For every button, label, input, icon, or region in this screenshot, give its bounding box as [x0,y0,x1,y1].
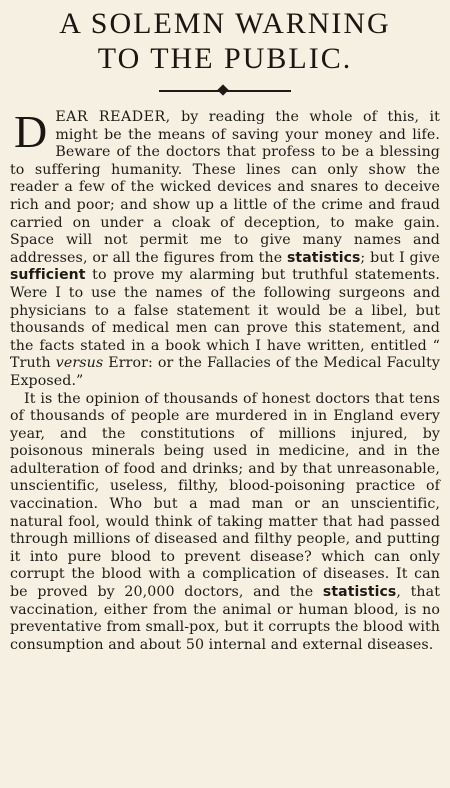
title-line-2: TO THE PUBLIC. [97,42,353,75]
paragraph-2-text-a: It is the opinion of thousands of honest doctors that tens of thousands of people are murdered in in England every year, and the constitutions of millions injured, by poisonous minerals being used in medicine, and in the adulteration of food and drinks; and by that unreasonable, unscientific, useless, filthy, blood-poisoning practice of vaccination. Who but a mad man or an unscientific, natural fool, would think of taking matter that had passed through millions of diseased and filthy people, and putting it into pure blood to prevent disease? which can only corrupt the blood with a complication of diseases. It can be proved by 20,000 doctors, and the [10,390,440,601]
title-line-1: A SOLEMN WARNING [59,7,391,40]
paragraph-2 [10,391,440,655]
ornament-diamond-icon [217,84,228,95]
paragraph-2-bold-statistics: statistics [322,584,397,601]
paragraph-1-bold-sufficient: sufficient [10,267,86,284]
page-title [10,0,440,76]
paragraph-1-text-d: Error: or the Fallacies of the Medical Faculty Exposed.” [10,355,440,389]
title-ornament-divider [159,86,291,96]
paragraph-1-text-b: ; but I give [360,249,440,266]
paragraph-1 [10,106,440,391]
paragraph-1-text-c: to prove my alarming but truthful statements. Were I to use the names of the following surgeons and physicians to a false statement it would be a libel, but thousands of medical men can prove this statement, and the facts stated in a book which I have written, entitled “ Truth [10,267,440,372]
document-page [10,0,440,788]
opening-smallcaps: EAR READER, [55,109,171,125]
paragraph-1-text-a: by reading the whole of this, it might be the means of saving your money and life. Beware of the doctors that profess to be a blessing to suffering humanity. These lines can only show the reader a few of the wicked devices and snares to deceive rich and poor; and show up a little of the crime and fraud carried on under a cloak of deception, to make gain. Space will not permit me to give many names and addresses, or all the figures from the [10,109,440,266]
drop-cap-letter: D [14,106,48,157]
paragraph-1-italic-versus: versus [55,355,104,372]
paragraph-1-bold-statistics: statistics [287,249,361,266]
paragraph-2-text-b: , that vaccination, either from the animal or human blood, is no preventative from small-pox, but it corrupts the blood with consumption and about 50 internal and external diseases. [10,584,440,653]
